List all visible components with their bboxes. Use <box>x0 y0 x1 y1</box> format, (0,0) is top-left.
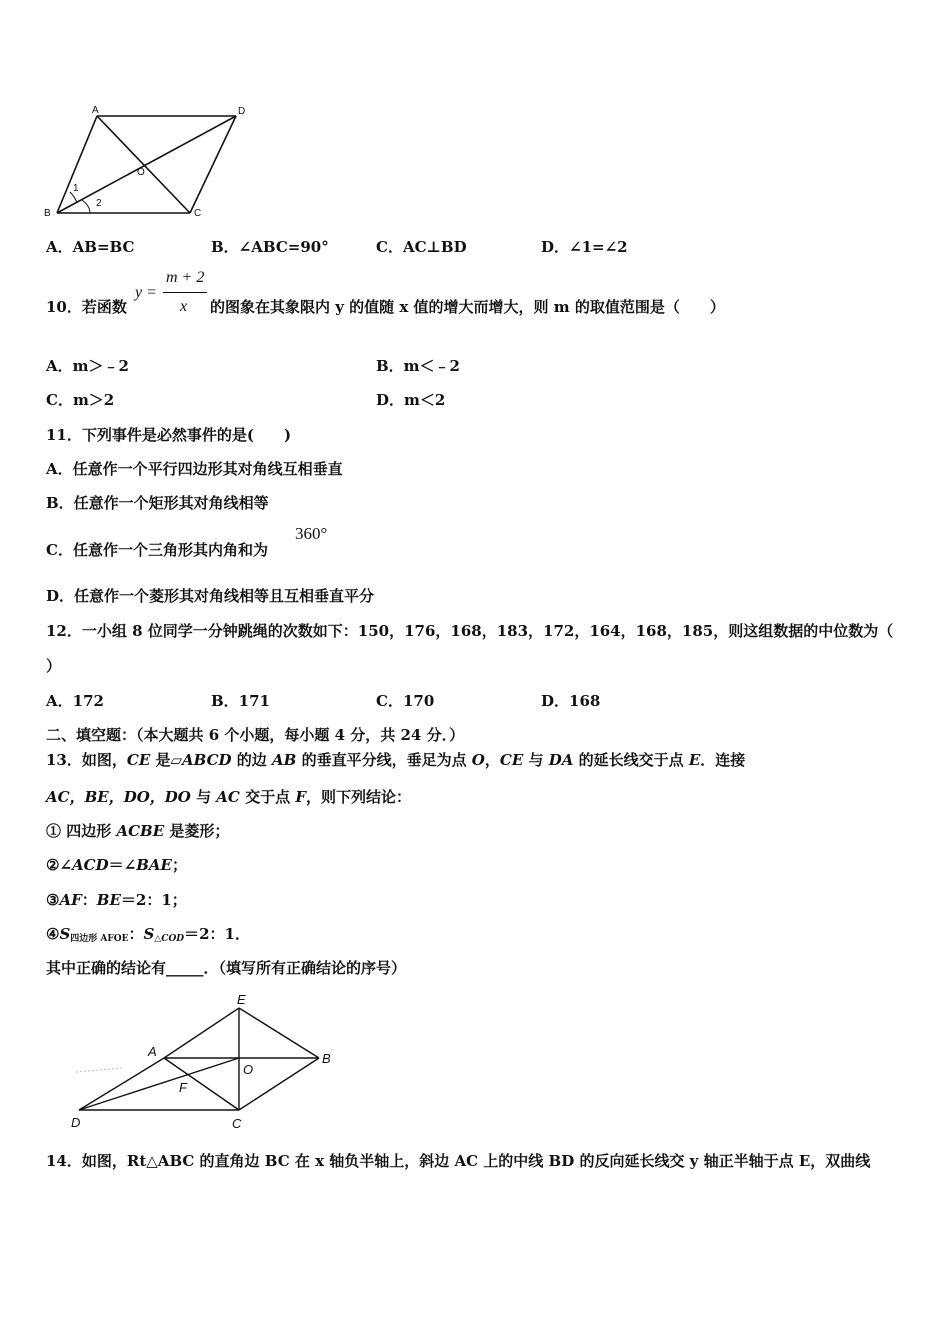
label-f: F <box>179 1080 187 1095</box>
q13-c4-sub1: 四边形 AFOE <box>70 934 129 944</box>
q10-option-c: C．m＞2 <box>46 391 115 409</box>
q11-option-a: A．任意作一个平行四边形其对角线互相垂直 <box>46 460 343 478</box>
label-b: B <box>322 1051 331 1066</box>
label-o: O <box>243 1062 254 1077</box>
q13-t4: ， <box>484 751 500 769</box>
q11-stem: 11．下列事件是必然事件的是( ) <box>46 426 292 444</box>
q10-fraction-bar <box>163 292 207 293</box>
q13-c2-c: ＝∠ <box>108 856 137 874</box>
q11-option-c: C．任意作一个三角形其内角和为 <box>46 541 268 559</box>
q13-c3-a: ③ <box>46 891 60 909</box>
seg-ac <box>164 1058 239 1110</box>
q9-option-a: A．AB=BC <box>46 238 135 256</box>
q13-c1-c: 是菱形； <box>164 822 230 840</box>
q11-angle-value: 360° <box>295 524 328 543</box>
label-e: E <box>237 992 246 1007</box>
q13-c3-e: ＝2：1； <box>120 891 187 909</box>
label-d: D <box>238 106 246 117</box>
q13-c3-d: BE <box>96 891 121 909</box>
q13-c4-a: ④ <box>46 925 60 943</box>
q11-option-b: B．任意作一个矩形其对角线相等 <box>46 494 269 512</box>
q13-c1-a: ① 四边形 <box>46 822 117 840</box>
label-c: C <box>232 1116 242 1131</box>
seg-do <box>79 1058 239 1110</box>
q13-parallelogram: ▱ABCD <box>170 751 232 769</box>
rhombus-figure <box>62 988 362 1138</box>
q13-e: E <box>688 751 701 769</box>
q13-line2-d: 交于点 <box>239 788 296 806</box>
q11-option-d: D．任意作一个菱形其对角线相等且互相垂直平分 <box>46 587 375 605</box>
q13-c2-d: BAE <box>136 856 172 874</box>
diagonal-ac <box>97 116 190 213</box>
q13-t3: 的垂直平分线，垂足为点 <box>296 751 472 769</box>
seg-eb <box>239 1008 319 1058</box>
q10-option-b: B．m＜﹣2 <box>376 357 460 375</box>
q12-option-d: D．168 <box>541 692 601 710</box>
q13-c2-e: ； <box>171 856 187 874</box>
dotted-trace <box>76 1068 122 1072</box>
q10-formula-num: m + 2 <box>166 269 205 286</box>
seg-ae <box>164 1008 239 1058</box>
label-o: O <box>137 167 145 178</box>
angle-arc-2 <box>82 200 90 213</box>
seg-da <box>79 1058 164 1110</box>
q12-stem-end: ） <box>46 657 62 675</box>
q13-t6: 的延长线交于点 <box>573 751 689 769</box>
q13-conclusion-4 <box>46 923 250 944</box>
q13-conclusion-1 <box>46 820 229 841</box>
q13-c4-s2: S <box>143 925 155 943</box>
q10-option-d: D．m＜2 <box>376 391 446 409</box>
q13-line2-c: AC <box>216 788 240 806</box>
q13-c3-b: AF <box>59 891 82 909</box>
q13-question: 其中正确的结论有_____．（填写所有正确结论的序号） <box>46 959 407 977</box>
label-a: A <box>148 1044 157 1059</box>
label-2: 2 <box>96 198 102 209</box>
parallelogram-figure <box>40 102 260 222</box>
q13-conclusion-3 <box>46 889 187 910</box>
q10-option-a: A．m＞﹣2 <box>46 357 129 375</box>
q13-line-2 <box>46 786 411 807</box>
q13-da: DA <box>548 751 574 769</box>
q12-option-b: B．171 <box>211 692 270 710</box>
q13-line2-e: F <box>295 788 306 806</box>
q12-stem: 12．一小组 8 位同学一分钟跳绳的次数如下：150，176，168，183，172，164，168，185，则这组数据的中位数为（ <box>46 622 894 640</box>
q13-ce-1: CE <box>126 751 151 769</box>
side-dc <box>190 116 236 213</box>
label-c: C <box>194 208 202 219</box>
q13-c1-b: ACBE <box>116 822 165 840</box>
q14-stem: 14．如图，Rt△ABC 的直角边 BC 在 x 轴负半轴上，斜边 AC 上的中线 BD 的反向延长线交 y 轴正半轴于点 E，双曲线 <box>46 1152 871 1170</box>
label-1: 1 <box>73 183 79 194</box>
q13-c4-sub2: △COD <box>154 934 185 944</box>
side-ab <box>57 116 97 213</box>
q10-formula-den: x <box>180 298 188 315</box>
diagonal-bd <box>57 116 236 213</box>
q13-ab: AB <box>272 751 297 769</box>
label-a: A <box>92 105 99 116</box>
q13-t2: 的边 <box>231 751 273 769</box>
q13-conclusion-2 <box>46 854 187 875</box>
q9-option-d: D．∠1=∠2 <box>541 238 628 256</box>
q13-c2-a: ②∠ <box>46 856 73 874</box>
q13-t1: 是 <box>150 751 171 769</box>
q10-formula-lhs: y = <box>135 284 157 301</box>
q13-ce-2: CE <box>499 751 524 769</box>
q13-c4-c: ＝2：1． <box>184 925 250 943</box>
q13-c4-s: S <box>59 925 71 943</box>
q13-line2-a: AC，BE，DO，DO <box>46 788 191 806</box>
q10-prefix: 10．若函数 <box>46 298 127 316</box>
label-d: D <box>71 1115 81 1130</box>
q13-c2-b: ACD <box>72 856 109 874</box>
q13-c4-b: ： <box>128 925 144 943</box>
q13-line2-b: 与 <box>190 788 217 806</box>
q13-num: 13．如图， <box>46 751 127 769</box>
label-b: B <box>44 208 51 219</box>
section-2-title: 二、填空题：（本大题共 6 个小题，每小题 4 分，共 24 分．） <box>46 726 465 744</box>
q9-option-b: B．∠ABC=90° <box>211 238 329 256</box>
q13-line2-f: ，则下列结论： <box>305 788 411 806</box>
q9-option-c: C．AC⊥BD <box>376 238 467 256</box>
q13-o: O <box>471 751 485 769</box>
q13-c3-c: ： <box>81 891 97 909</box>
q12-option-a: A．172 <box>46 692 104 710</box>
q13-line-1 <box>46 749 745 770</box>
q10-suffix: 的图象在其象限内 y 的值随 x 值的增大而增大，则 m 的取值范围是（ ） <box>210 298 725 316</box>
q13-t7: ．连接 <box>700 751 746 769</box>
q13-t5: 与 <box>523 751 549 769</box>
q12-option-c: C．170 <box>376 692 435 710</box>
